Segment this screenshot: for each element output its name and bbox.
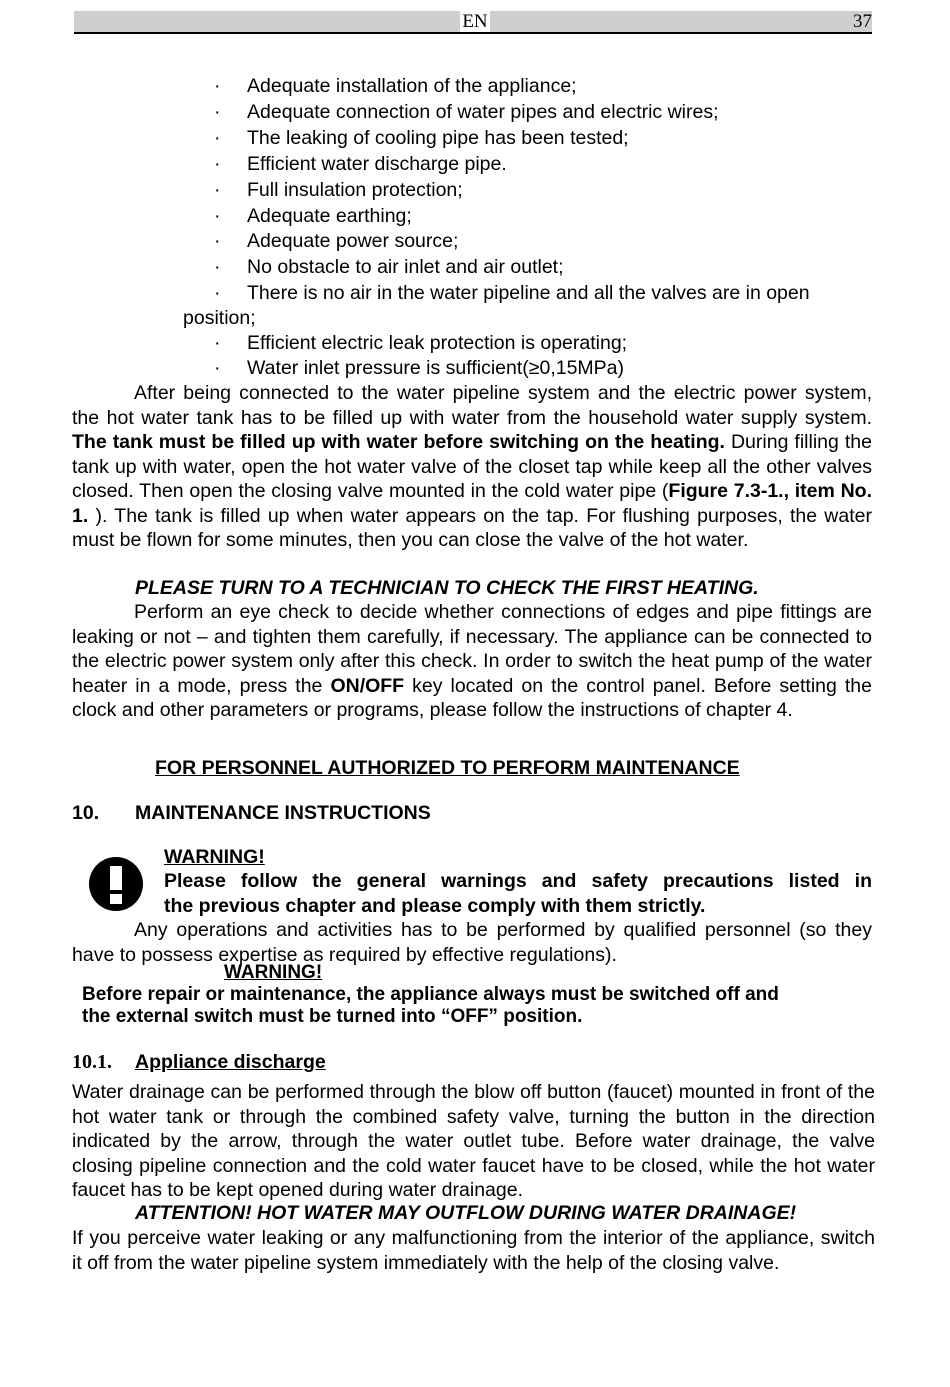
warning-text: the external switch must be turned into “OFF” position. <box>82 1006 583 1027</box>
list-item: Efficient electric leak protection is operating; <box>247 332 628 354</box>
warning-title: WARNING! <box>164 846 265 868</box>
warning-text: Please follow the general warnings and safety precautions listed in <box>164 870 872 892</box>
section-title: MAINTENANCE INSTRUCTIONS <box>135 802 431 824</box>
technician-notice: PLEASE TURN TO A TECHNICIAN TO CHECK THE FIRST HEATING. <box>135 577 759 599</box>
personnel-heading: FOR PERSONNEL AUTHORIZED TO PERFORM MAINTENANCE <box>155 757 740 779</box>
bullet-dot: · <box>214 179 221 201</box>
key-name: ON/OFF <box>330 674 405 697</box>
leak-paragraph: If you perceive water leaking or any malfunctioning from the interior of the appliance, switch it off from the water pipeline system immediately with the help of the closing valve. <box>72 1227 875 1274</box>
warning-text: the previous chapter and please comply with them strictly. <box>164 895 706 917</box>
bullet-dot: · <box>214 75 221 97</box>
bullet-dot: · <box>214 127 221 149</box>
list-item: Adequate installation of the appliance; <box>247 75 577 97</box>
warning-text: Before repair or maintenance, the appliance always must be switched off and <box>82 984 779 1005</box>
exclamation-icon <box>87 855 145 913</box>
list-item: Adequate connection of water pipes and electric wires; <box>247 101 719 123</box>
bullet-dot: · <box>214 101 221 123</box>
figure-reference: Figure 7.3-1., item No. 1. <box>72 480 872 527</box>
section-number: 10. <box>72 802 100 824</box>
paragraph-text: After being connected to the water pipeline system and the electric power system, the hot water tank has to be filled up with water from the household water supply system. <box>72 382 872 429</box>
paragraph-text: ). The tank is filled up when water appears on the tap. For flushing purposes, the water must be flown for some minutes, then you can close the valve of the hot water. <box>72 504 872 551</box>
bold-instruction: The tank must be filled up with water before switching on the heating. <box>72 431 725 453</box>
list-item: The leaking of cooling pipe has been tested; <box>247 127 629 149</box>
drainage-paragraph: Water drainage can be performed through the blow off button (faucet) mounted in front of the hot water tank or through the combined safety valve, turning the button in the direction indicated by the arrow, through the water outlet tube. Before water drainage, the valve closing pipeline connection and the cold water faucet have to be closed, while the hot water faucet has to be kept opened during water drainage. <box>72 1081 875 1201</box>
bullet-dot: · <box>214 357 221 379</box>
page-header <box>74 11 872 34</box>
bullet-dot: · <box>214 153 221 175</box>
list-item: Adequate earthing; <box>247 205 412 227</box>
list-item-continuation: position; <box>183 307 256 329</box>
list-item: Water inlet pressure is sufficient(≥0,15MPa) <box>247 357 625 379</box>
page-number: 37 <box>853 11 872 32</box>
bullet-dot: · <box>214 332 221 354</box>
subsection-title: Appliance discharge <box>135 1051 326 1073</box>
language-label: EN <box>460 11 490 32</box>
bullet-dot: · <box>214 282 221 304</box>
list-item: There is no air in the water pipeline and all the valves are in open <box>247 282 810 304</box>
attention-notice: ATTENTION! HOT WATER MAY OUTFLOW DURING WATER DRAINAGE! <box>135 1202 797 1224</box>
subsection-number: 10.1. <box>72 1051 112 1073</box>
bullet-dot: · <box>214 230 221 252</box>
list-item: Full insulation protection; <box>247 179 463 201</box>
qualified-personnel-paragraph: Any operations and activities has to be performed by qualified personnel (so they have to possess expertise as required by effective regulations). <box>72 919 872 966</box>
paragraph-text: key located on the control panel. Before setting the clock and other parameters or programs, please follow the instructions of chapter 4. <box>72 674 872 721</box>
warning-title: WARNING! <box>224 962 323 983</box>
paragraph-text: Perform an eye check to decide whether connections of edges and pipe fittings are leaking or not – and tighten them carefully, if necessary. The appliance can be connected to the electric power system only after this check. In order to switch the heat pump of the water heater in a mode, press the <box>72 601 872 697</box>
filling-paragraph <box>72 381 872 553</box>
list-item: Efficient water discharge pipe. <box>247 153 507 175</box>
bullet-dot: · <box>214 256 221 278</box>
list-item: Adequate power source; <box>247 230 459 252</box>
check-paragraph <box>72 600 872 723</box>
list-item: No obstacle to air inlet and air outlet; <box>247 256 564 278</box>
paragraph-text: During filling the tank up with water, open the hot water valve of the closet tap while keep all the other valves closed. Then open the closing valve mounted in the cold water pipe ( <box>72 431 873 502</box>
bullet-dot: · <box>214 205 221 227</box>
